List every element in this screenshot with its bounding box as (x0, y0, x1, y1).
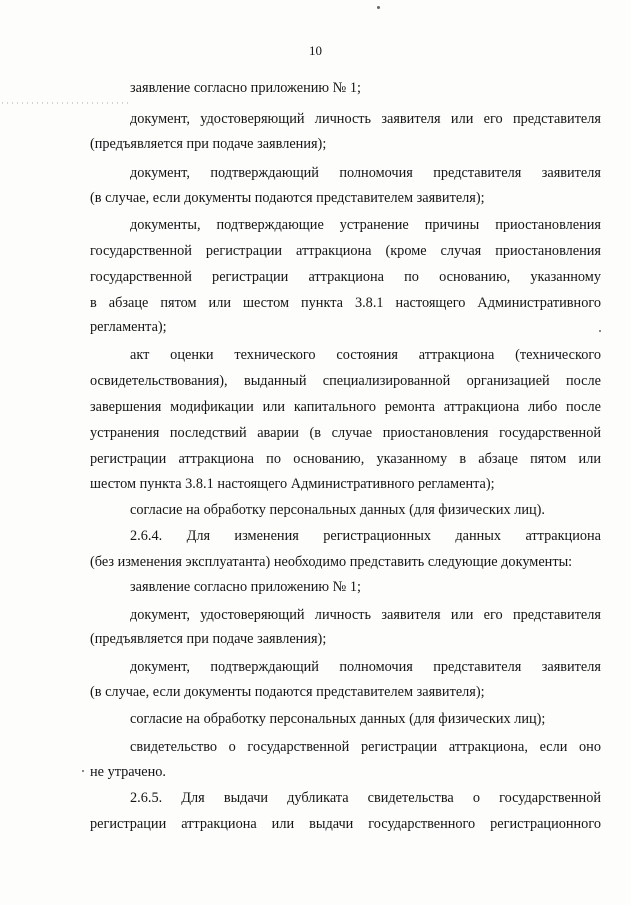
text-line: шестом пункта 3.8.1 настоящего Административного регламента); (90, 476, 495, 492)
text-line: устранения последствий аварии (в случае приостановления государственной (90, 425, 601, 441)
text-line: заявление согласно приложению № 1; (130, 80, 361, 96)
text-line: согласие на обработку персональных данных (для физических лиц); (130, 711, 546, 727)
text-line: (в случае, если документы подаются представителем заявителя); (90, 190, 485, 206)
scan-speck (377, 6, 380, 9)
text-line: (предъявляется при подаче заявления); (90, 631, 327, 647)
text-line: в абзаце пятом или шестом пункта 3.8.1 настоящего Административного (90, 295, 601, 311)
text-line: согласие на обработку персональных данных (для физических лиц). (130, 502, 545, 518)
text-line: 2.6.5. Для выдачи дубликата свидетельства о государственной (130, 790, 601, 806)
text-line: документ, удостоверяющий личность заявителя или его представителя (130, 607, 601, 623)
text-line: не утрачено. (90, 764, 166, 780)
scan-speck (82, 770, 84, 772)
text-line: свидетельство о государственной регистрации аттракциона, если оно (130, 739, 601, 755)
text-line: завершения модификации или капитального ремонта аттракциона либо после (90, 399, 601, 415)
text-line: государственной регистрации аттракциона (кроме случая приостановления (90, 243, 601, 259)
text-line: документ, удостоверяющий личность заявителя или его представителя (130, 111, 601, 127)
text-line: регистрации аттракциона или выдачи государственного регистрационного (90, 816, 601, 832)
text-line: документ, подтверждающий полномочия представителя заявителя (130, 659, 601, 675)
text-line: государственной регистрации аттракциона по основанию, указанному (90, 269, 601, 285)
text-line: документ, подтверждающий полномочия представителя заявителя (130, 165, 601, 181)
text-line: регламента); (90, 319, 167, 335)
text-line: (предъявляется при подаче заявления); (90, 136, 327, 152)
text-line: освидетельствования), выданный специализированной организацией после (90, 373, 601, 389)
text-line: документы, подтверждающие устранение причины приостановления (130, 217, 601, 233)
page-number: 10 (309, 43, 322, 58)
text-line: (без изменения эксплуатанта) необходимо представить следующие документы: (90, 554, 573, 570)
text-line: регистрации аттракциона по основанию, указанному в абзаце пятом или (90, 451, 601, 467)
text-line: 2.6.4. Для изменения регистрационных данных аттракциона (130, 528, 601, 544)
text-line: заявление согласно приложению № 1; (130, 579, 361, 595)
text-line: акт оценки технического состояния аттракциона (технического (130, 347, 601, 363)
scan-noise (0, 102, 130, 104)
text-line: (в случае, если документы подаются представителем заявителя); (90, 684, 485, 700)
